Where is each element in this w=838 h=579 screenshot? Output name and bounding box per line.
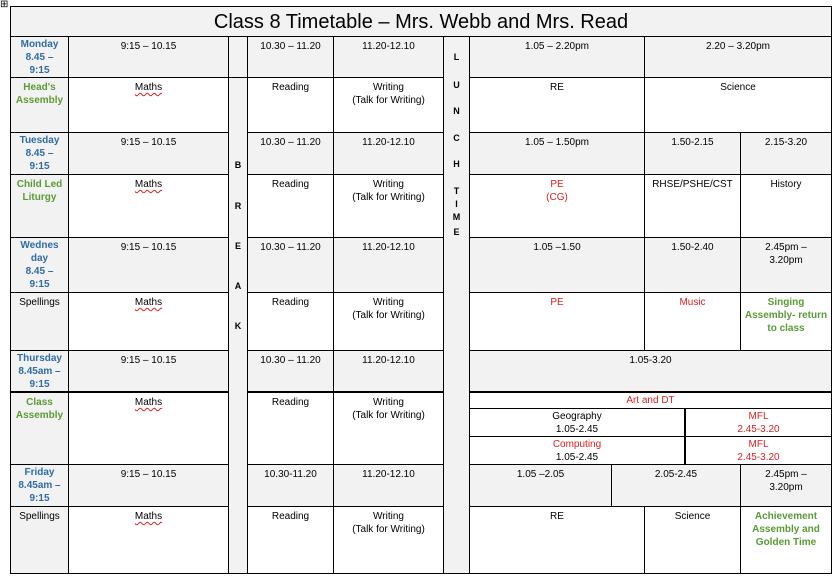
tuesday-time-6: 2.15-3.20 xyxy=(740,132,832,175)
monday-time-1: 9:15 – 10.15 xyxy=(68,36,229,78)
wednesday-time-5: 1.50-2.40 xyxy=(644,237,741,293)
wednesday-session-5: Music xyxy=(644,292,741,351)
time-label: 1.05-2.45 xyxy=(555,424,599,435)
break-letter: R xyxy=(234,201,242,211)
monday-session-3 xyxy=(333,77,444,133)
tuesday-time-2: 10.30 – 11.20 xyxy=(247,132,334,175)
tuesday-time-5: 1.50-2.15 xyxy=(644,132,741,175)
thursday-computing xyxy=(469,436,685,465)
thursday-mfl-2 xyxy=(684,436,832,465)
subject-label: Writing xyxy=(373,397,404,408)
day-label: Thursday xyxy=(16,353,62,364)
break-letter: B xyxy=(234,160,242,170)
subject-label: Maths xyxy=(134,297,163,308)
day-label: Friday xyxy=(24,467,55,478)
friday-session-2: Reading xyxy=(247,506,334,574)
time-label: 2.45-3.20 xyxy=(737,424,780,435)
wednesday-day-cell xyxy=(10,237,69,293)
friday-session-1 xyxy=(68,506,229,574)
subject-label: Maths xyxy=(134,511,163,522)
thursday-day-cell xyxy=(10,350,69,392)
thursday-first-session: Class Assembly xyxy=(10,391,69,465)
thursday-time-1: 9:15 – 10.15 xyxy=(68,350,229,392)
subject-label: Writing xyxy=(373,297,404,308)
monday-time-3: 11.20-12.10 xyxy=(333,36,444,78)
subject-label: Maths xyxy=(134,179,163,190)
lunch-letter: E xyxy=(453,227,460,237)
table-move-handle-icon[interactable]: ⊞ xyxy=(0,0,9,10)
tuesday-day-cell xyxy=(10,132,69,175)
monday-first-session: Head's Assembly xyxy=(10,77,69,133)
subject-label: Maths xyxy=(134,397,163,408)
wednesday-session-1 xyxy=(68,292,229,351)
time-label: 2.45pm – 3.20pm xyxy=(765,242,807,266)
friday-time-2: 10.30-11.20 xyxy=(247,464,334,507)
monday-session-5: Science xyxy=(644,77,832,133)
wednesday-time-3: 11.20-12.10 xyxy=(333,237,444,293)
monday-session-1 xyxy=(68,77,229,133)
tuesday-time-4: 1.05 – 1.50pm xyxy=(469,132,645,175)
tuesday-session-6: History xyxy=(740,174,832,238)
thursday-time-4: 1.05-3.20 xyxy=(469,350,832,392)
page-title: Class 8 Timetable – Mrs. Webb and Mrs. Read xyxy=(10,6,832,36)
lunch-letter: U xyxy=(453,80,460,90)
subject-label: Writing xyxy=(373,179,404,190)
friday-session-5: Science xyxy=(644,506,741,574)
tuesday-time-1: 9:15 – 10.15 xyxy=(68,132,229,175)
time-label: 2.45pm – 3.20pm xyxy=(765,469,807,493)
subject-label: MFL xyxy=(748,411,769,422)
lunch-letter: N xyxy=(453,106,460,116)
friday-time-1: 9:15 – 10.15 xyxy=(68,464,229,507)
subject-label: Geography xyxy=(552,411,602,422)
thursday-time-2: 10.30 – 11.20 xyxy=(247,350,334,392)
lunch-letter: L xyxy=(453,52,460,62)
thursday-art-dt: Art and DT xyxy=(469,391,832,409)
subject-sub-label: (Talk for Writing) xyxy=(352,310,425,321)
day-time: 8.45 – 9:15 xyxy=(25,266,54,290)
wednesday-session-2: Reading xyxy=(247,292,334,351)
lunch-letter: T xyxy=(453,186,460,196)
subject-label: MFL xyxy=(748,439,769,450)
day-time: 8.45 – 9:15 xyxy=(25,52,54,76)
lunch-letter: I xyxy=(455,199,458,209)
friday-day-cell xyxy=(10,464,69,507)
monday-time-2: 10.30 – 11.20 xyxy=(247,36,334,78)
thursday-session-2: Reading xyxy=(247,391,334,465)
wednesday-time-4: 1.05 –1.50 xyxy=(469,237,645,293)
day-label: Wednesday xyxy=(20,240,59,264)
tuesday-session-1 xyxy=(68,174,229,238)
friday-time-4: 1.05 –2.05 xyxy=(469,464,612,507)
monday-session-4: RE xyxy=(469,77,645,133)
monday-time-5: 2.20 – 3.20pm xyxy=(644,36,832,78)
subject-label: Computing xyxy=(552,439,602,450)
monday-day-cell xyxy=(10,36,69,78)
wednesday-first-session: Spellings xyxy=(10,292,69,351)
friday-time-6 xyxy=(740,464,832,507)
day-time: 8.45am – 9:15 xyxy=(18,366,61,390)
time-label: 2.45-3.20 xyxy=(737,452,780,463)
tuesday-session-2: Reading xyxy=(247,174,334,238)
tuesday-first-session: Child Led Liturgy xyxy=(10,174,69,238)
subject-sub-label: (Talk for Writing) xyxy=(352,192,425,203)
subject-label: Maths xyxy=(134,82,163,93)
wednesday-session-3 xyxy=(333,292,444,351)
subject-sub-label: (CG) xyxy=(546,192,568,203)
thursday-session-1 xyxy=(68,391,229,465)
day-time: 8.45am – 9:15 xyxy=(18,480,61,504)
break-letter: A xyxy=(234,281,242,291)
subject-label: Writing xyxy=(373,511,404,522)
tuesday-time-3: 11.20-12.10 xyxy=(333,132,444,175)
friday-session-6: Achievement Assembly and Golden Time xyxy=(740,506,832,574)
wednesday-time-2: 10.30 – 11.20 xyxy=(247,237,334,293)
tuesday-session-4 xyxy=(469,174,645,238)
wednesday-time-1: 9:15 – 10.15 xyxy=(68,237,229,293)
day-time: 8.45 – 9:15 xyxy=(25,148,54,172)
thursday-time-3: 11.20-12.10 xyxy=(333,350,444,392)
subject-sub-label: (Talk for Writing) xyxy=(352,524,425,535)
subject-label: Writing xyxy=(373,82,404,93)
thursday-mfl-1 xyxy=(684,408,832,437)
monday-time-4: 1.05 – 2.20pm xyxy=(469,36,645,78)
thursday-session-3 xyxy=(333,391,444,465)
day-label: Monday xyxy=(20,39,59,50)
tuesday-session-3 xyxy=(333,174,444,238)
day-label: Tuesday xyxy=(19,135,60,146)
subject-sub-label: (Talk for Writing) xyxy=(352,410,425,421)
wednesday-time-6 xyxy=(740,237,832,293)
monday-session-2: Reading xyxy=(247,77,334,133)
break-letter: K xyxy=(234,321,242,331)
friday-session-3 xyxy=(333,506,444,574)
time-label: 1.05-2.45 xyxy=(555,452,599,463)
tuesday-session-5: RHSE/PSHE/CST xyxy=(644,174,741,238)
thursday-geography xyxy=(469,408,685,437)
friday-time-5: 2.05-2.45 xyxy=(611,464,741,507)
lunch-letter: H xyxy=(453,159,460,169)
lunch-letter: M xyxy=(452,212,461,222)
break-header-cell xyxy=(228,36,248,78)
wednesday-session-6: Singing Assembly- return to class xyxy=(740,292,832,351)
wednesday-session-4: PE xyxy=(469,292,645,351)
subject-sub-label: (Talk for Writing) xyxy=(352,95,425,106)
lunchtime-column xyxy=(443,36,470,574)
subject-label: PE xyxy=(550,179,564,190)
friday-time-3: 11.20-12.10 xyxy=(333,464,444,507)
friday-session-4: RE xyxy=(469,506,645,574)
friday-first-session: Spellings xyxy=(10,506,69,574)
break-letter: E xyxy=(234,241,241,251)
lunch-letter: C xyxy=(453,133,460,143)
